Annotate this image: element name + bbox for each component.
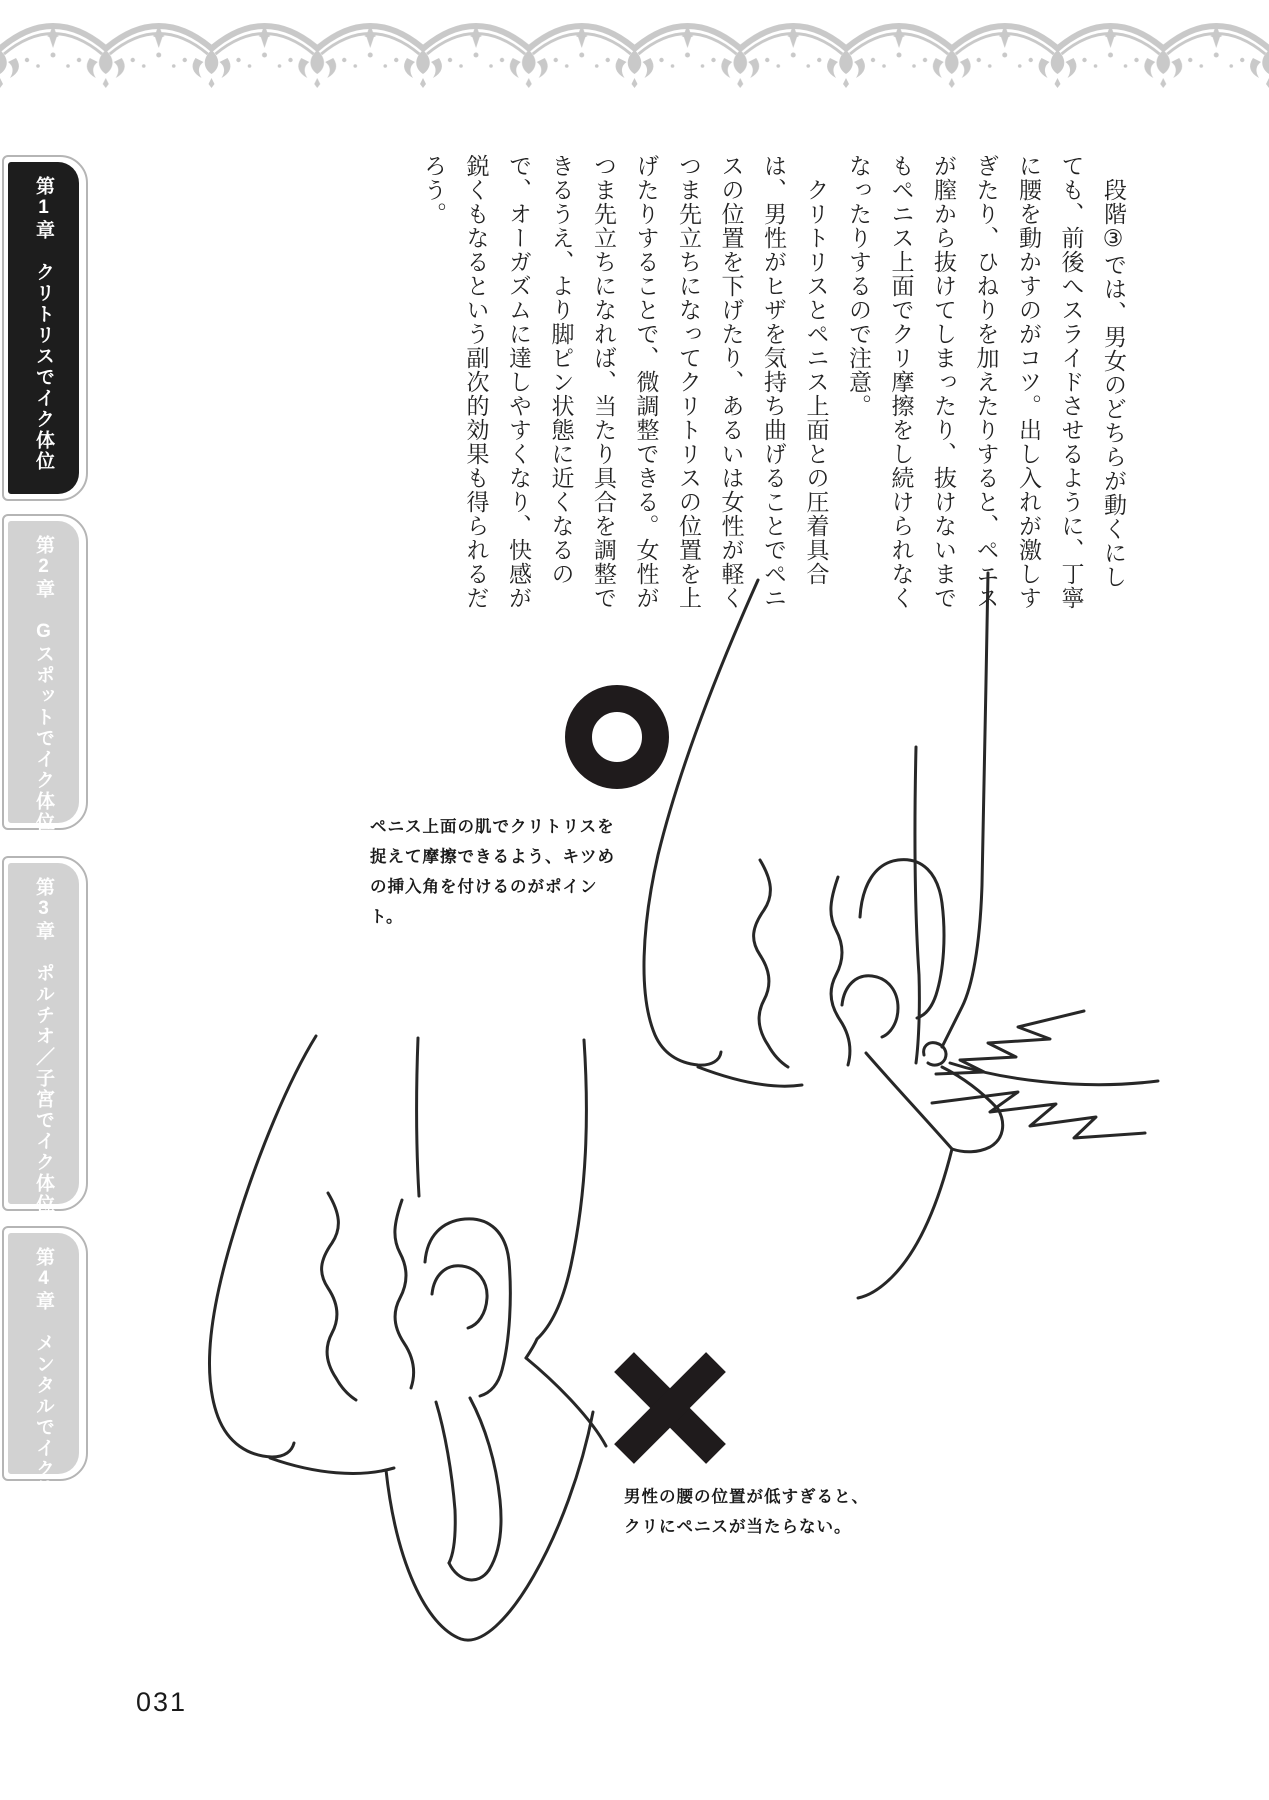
crease-wavy-left-path: [754, 860, 788, 1067]
sidebar-tab-chapter4-label: 第4章 メンタルでイク体位: [33, 1247, 54, 1522]
buttock-bottom-path: [698, 1067, 802, 1086]
sidebar-tab-chapter1-fill: [8, 162, 79, 494]
sidebar-tab-chapter1: [2, 155, 88, 501]
contact-point-path: [924, 1043, 946, 1065]
crease-wavy-right-path: [831, 877, 850, 1065]
good-circle-mark: [565, 685, 669, 789]
glans-path: [842, 976, 898, 1037]
mound-path: [425, 1219, 510, 1396]
sidebar-tab-chapter2-fill: [8, 521, 79, 833]
shaft-tip-path: [449, 1563, 489, 1580]
mound-path: [860, 860, 944, 1018]
bad-figure-caption: 男性の腰の位置が低すぎると、クリにペニスが当たらない。: [624, 1488, 869, 1536]
sidebar-tab-chapter4: [2, 1226, 88, 1522]
leg-swoosh-path: [386, 1412, 593, 1640]
buttock-outline-path: [209, 1036, 316, 1457]
article-body-vertical-text: [413, 154, 1136, 612]
glans-path: [432, 1266, 487, 1328]
shaft-tip-path: [952, 1109, 1003, 1152]
crease-wavy-right-path: [395, 1200, 414, 1388]
buttock-outline-path: [644, 580, 758, 1065]
bad-figure-illustration: [140, 1030, 660, 1680]
buttock-bottom-path: [270, 1458, 394, 1473]
sidebar-tab-chapter2-label: 第2章 Gスポットでイク体位: [33, 535, 54, 833]
right-thigh-line-path: [526, 1040, 586, 1358]
good-figure-illustration: [560, 555, 1160, 1315]
good-figure-caption: ペニス上面の肌でクリトリスを捉えて摩擦できるよう、キツめの挿入角を付けるのがポイント。: [370, 818, 615, 926]
shaft-upper-path: [942, 1067, 998, 1109]
shaft-lower-path: [866, 1053, 952, 1149]
article-paragraph-1: 段階③では、男女のどちらが動くにしても、前後へスライドさせるように、丁寧に腰を動かすのがコツ。出し入れが激しすぎたり、ひねりを加えたりすると、ペニスが膣から抜けてしまったり、抜けないまでもペニス上面でクリ摩擦をし続けられなくなったりするので注意。: [846, 154, 1127, 610]
inner-thigh-line-path: [915, 747, 919, 1063]
sidebar-tab-chapter4-fill: [8, 1233, 79, 1522]
sidebar-tab-chapter2: [2, 514, 88, 833]
friction-bolt-lower-path: [932, 1092, 1145, 1138]
shaft-left-path: [436, 1402, 455, 1563]
page-number: 031: [136, 1687, 188, 1717]
sidebar-tab-chapter3-fill: [8, 863, 79, 1215]
friction-bolt-upper-path: [936, 1011, 1084, 1074]
ground-line-path: [950, 1063, 1158, 1085]
crease-wavy-left-path: [322, 1193, 356, 1400]
lace-border-ornament: [0, 8, 1269, 88]
leg-swoosh-path: [858, 1149, 952, 1298]
sidebar-tab-chapter1-label: 第1章 クリトリスでイク体位: [33, 176, 54, 472]
sidebar-tab-chapter3-label: 第3章 ポルチオ／子宮でイク体位: [33, 877, 54, 1215]
sidebar-tab-chapter3: [2, 856, 88, 1215]
bad-cross-mark: [620, 1358, 720, 1458]
right-bottom-line-path: [526, 1358, 606, 1446]
shaft-right-path: [470, 1398, 501, 1570]
mid-crease-line-path: [417, 1038, 419, 1196]
outer-thigh-line-path: [942, 573, 988, 1047]
article-paragraph-2: クリトリスとペニス上面との圧着具合は、男性がヒザを気持ち曲げることでペニスの位置を下げたり、あるいは女性が軽くつま先立ちになってクリトリスの位置を上げたりすることで、微調整できる。女性がつま先立ちになれば、当たり具合を調整できるうえ、より脚ピン状態に近くなるので、オーガズムに達しやすくなり、快感が鋭くもなるという副次的効果も得られるだろう。: [421, 154, 830, 610]
